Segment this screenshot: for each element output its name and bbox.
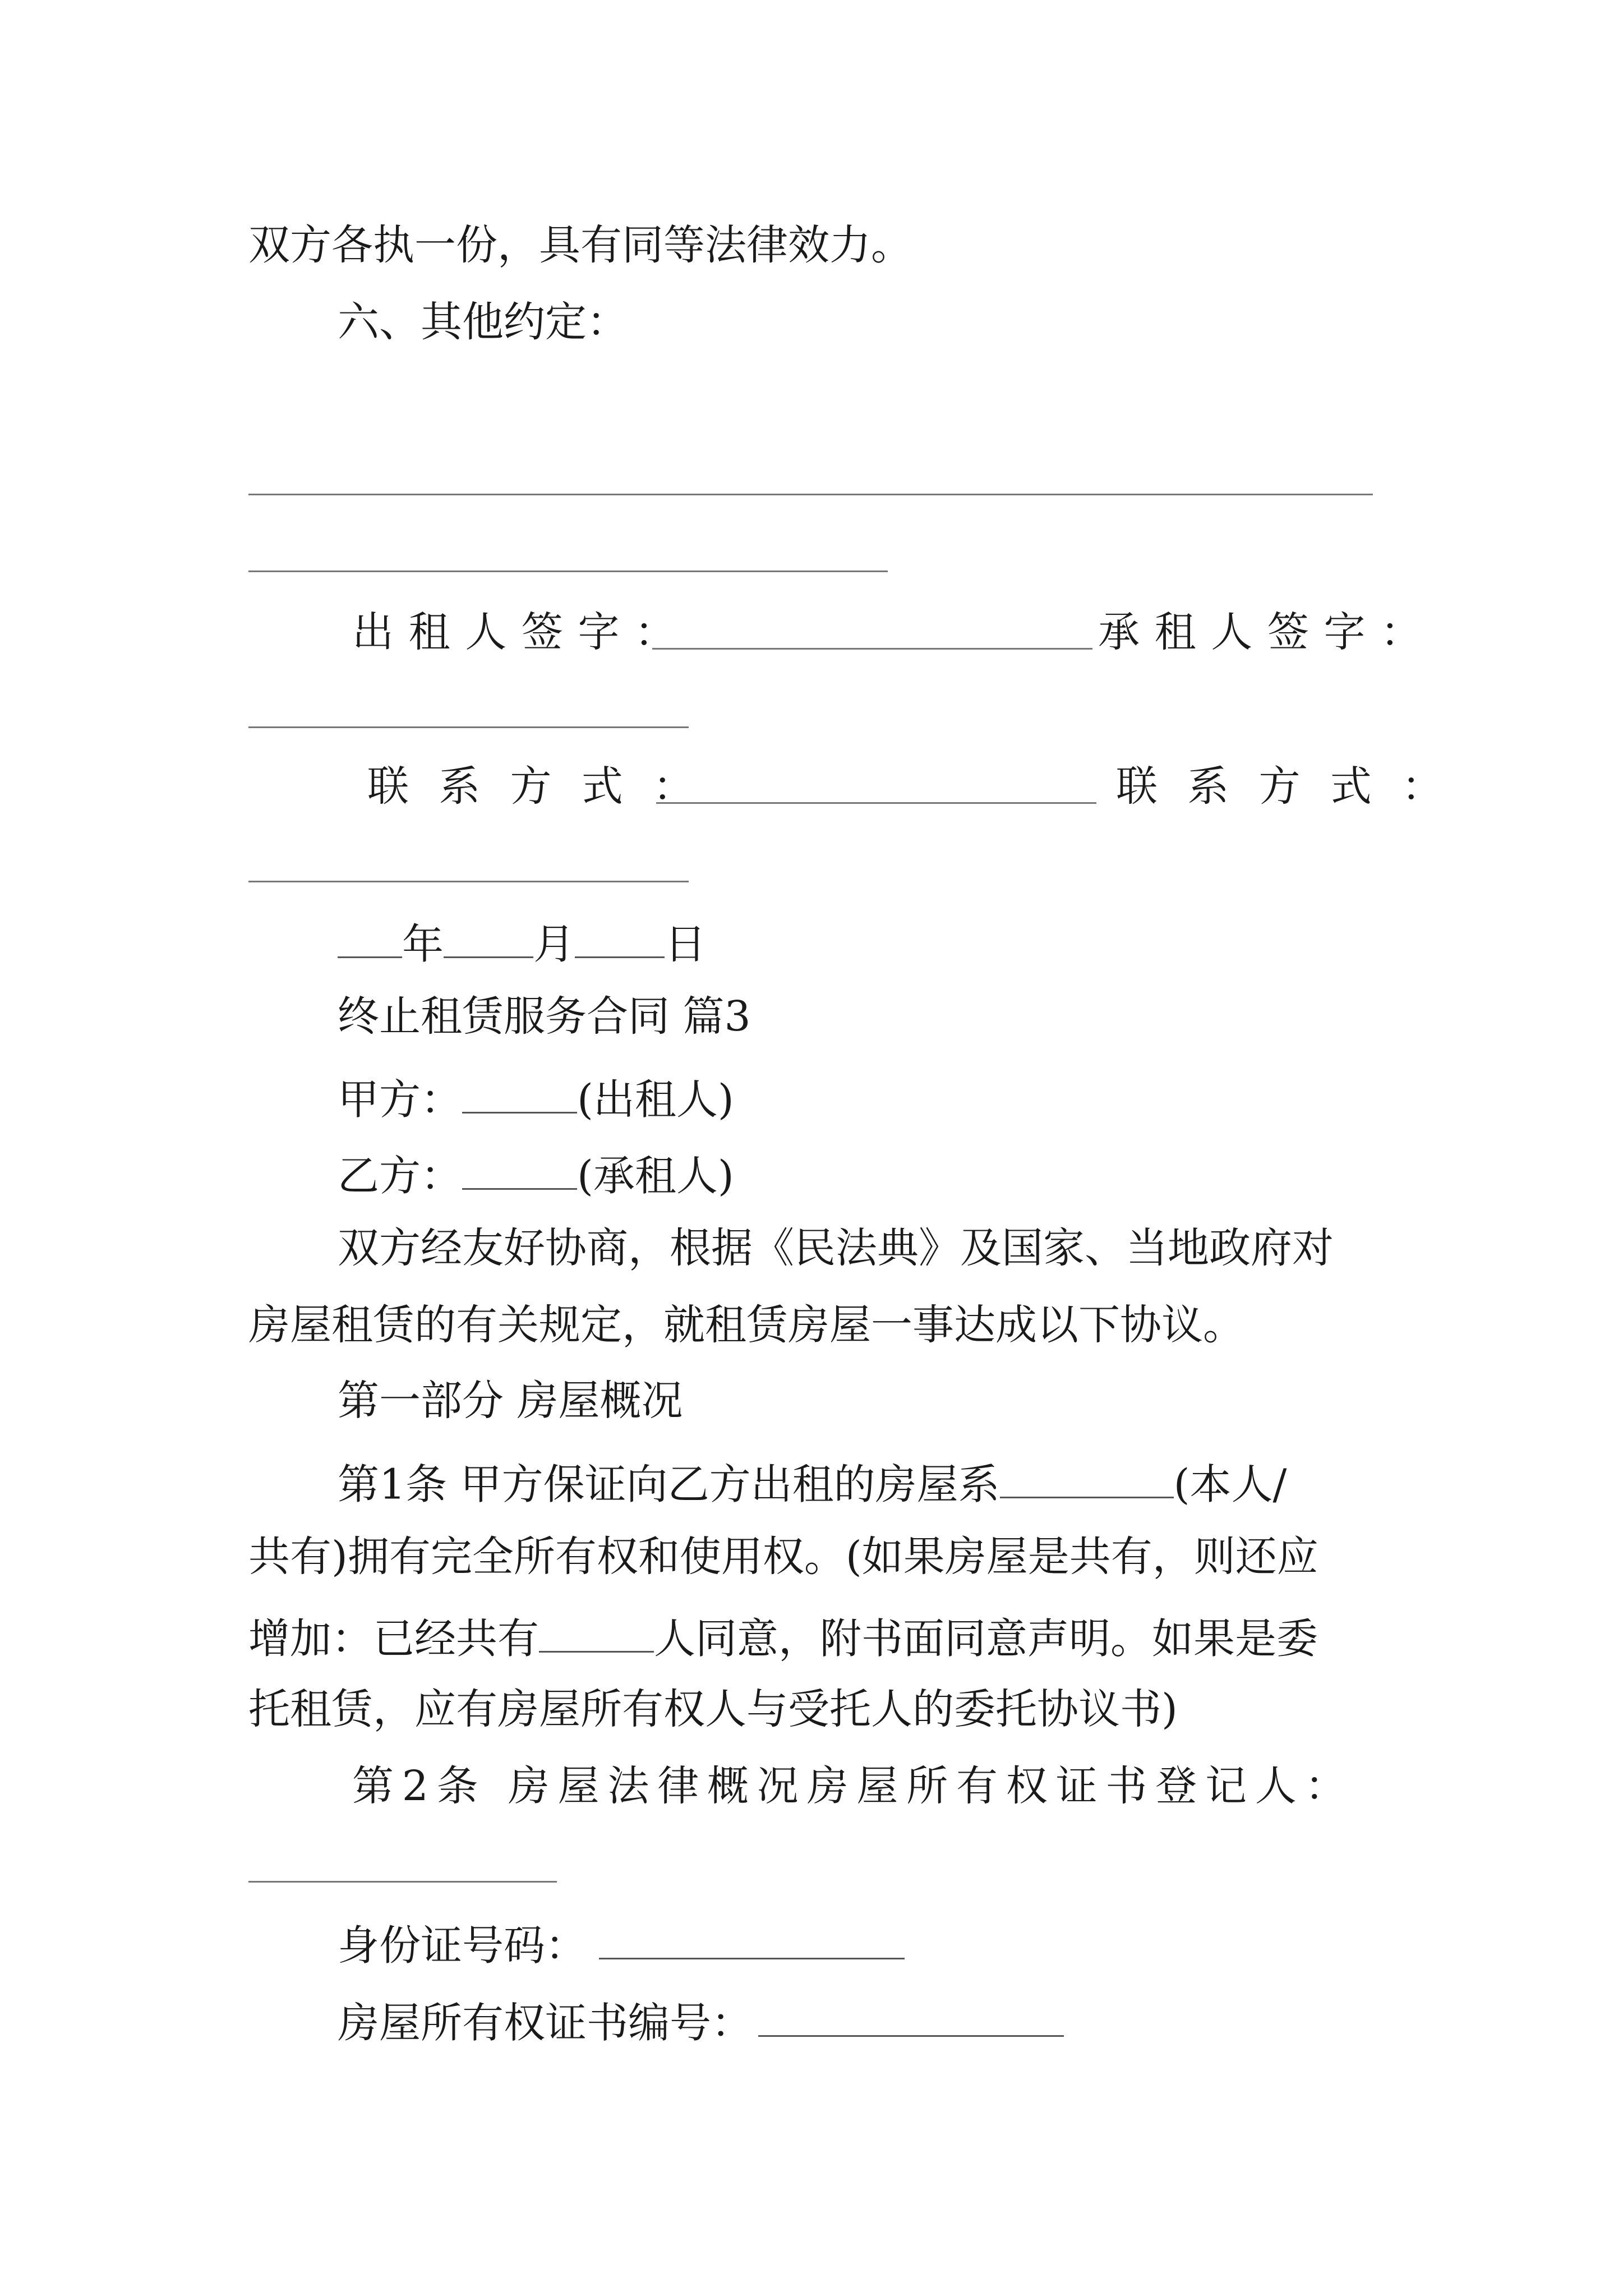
party-a-role: (出租人)	[577, 1075, 734, 1124]
paragraph-line: 房屋租赁的有关规定，就租赁房屋一事达成以下协议。	[248, 1301, 1244, 1349]
certificate-number-blank	[758, 1996, 1064, 2037]
fill-in-rule	[248, 570, 888, 572]
lessor-contact-blank	[656, 802, 1096, 804]
fill-in-rule	[248, 494, 1373, 495]
party-a-line	[338, 1073, 734, 1124]
co-owner-count-blank	[539, 1612, 654, 1653]
lessee-contact-blank	[248, 881, 689, 882]
contract-title: 终止租赁服务合同 篇3	[338, 992, 751, 1041]
registrant-blank	[248, 1881, 557, 1883]
lessee-signature-label: 承租人签字：	[1098, 608, 1437, 656]
party-a-label: 甲方：	[338, 1075, 462, 1124]
certificate-number-label: 房屋所有权证书编号：	[338, 1999, 753, 2047]
date-line	[338, 917, 706, 969]
id-number-line	[338, 1918, 905, 1970]
party-b-line	[338, 1149, 734, 1200]
part-heading: 第一部分 房屋概况	[338, 1377, 683, 1425]
article-1-head: 第1条 甲方保证向乙方出租的房屋系	[338, 1460, 1000, 1509]
article-1-line	[338, 1457, 1287, 1509]
year-blank	[338, 917, 402, 958]
article-1-line: 托租赁，应有房屋所有权人与受托人的委托协议书)	[248, 1685, 1178, 1733]
lessee-signature-blank	[248, 726, 689, 728]
article-1-text: 人同意，附书面同意声明。如果是委	[654, 1614, 1318, 1663]
id-number-blank	[599, 1918, 905, 1959]
lessor-signature-blank	[652, 648, 1092, 650]
party-b-blank	[462, 1149, 577, 1190]
month-label: 月	[533, 920, 575, 969]
lessor-signature-label: 出租人签字：	[352, 608, 691, 656]
section-heading-other-terms: 六、其他约定：	[338, 298, 628, 346]
lessee-contact-label: 联系方式：	[1116, 762, 1473, 811]
party-b-role: (承租人)	[577, 1152, 734, 1200]
article-1-text: 增加：已经共有	[248, 1614, 539, 1663]
article-1-line: 共有)拥有完全所有权和使用权。(如果房屋是共有，则还应	[248, 1533, 1318, 1581]
ownership-blank	[1000, 1457, 1174, 1498]
party-a-blank	[462, 1073, 577, 1114]
day-label: 日	[665, 920, 706, 969]
id-number-label: 身份证号码：	[338, 1921, 587, 1970]
paragraph-line: 双方经友好协商，根据《民法典》及国家、当地政府对	[338, 1224, 1334, 1272]
article-1-line	[248, 1612, 1318, 1663]
year-label: 年	[402, 920, 444, 969]
article-2-line: 第2条 房屋法律概况房屋所有权证书登记人：	[352, 1762, 1355, 1810]
lessor-contact-label: 联系方式：	[367, 762, 725, 811]
month-blank	[444, 917, 533, 958]
day-blank	[575, 917, 665, 958]
certificate-number-line	[338, 1996, 1064, 2047]
article-1-tail: (本人/	[1173, 1460, 1287, 1509]
party-b-label: 乙方：	[338, 1152, 462, 1200]
text-line: 双方各执一份，具有同等法律效力。	[248, 221, 912, 269]
